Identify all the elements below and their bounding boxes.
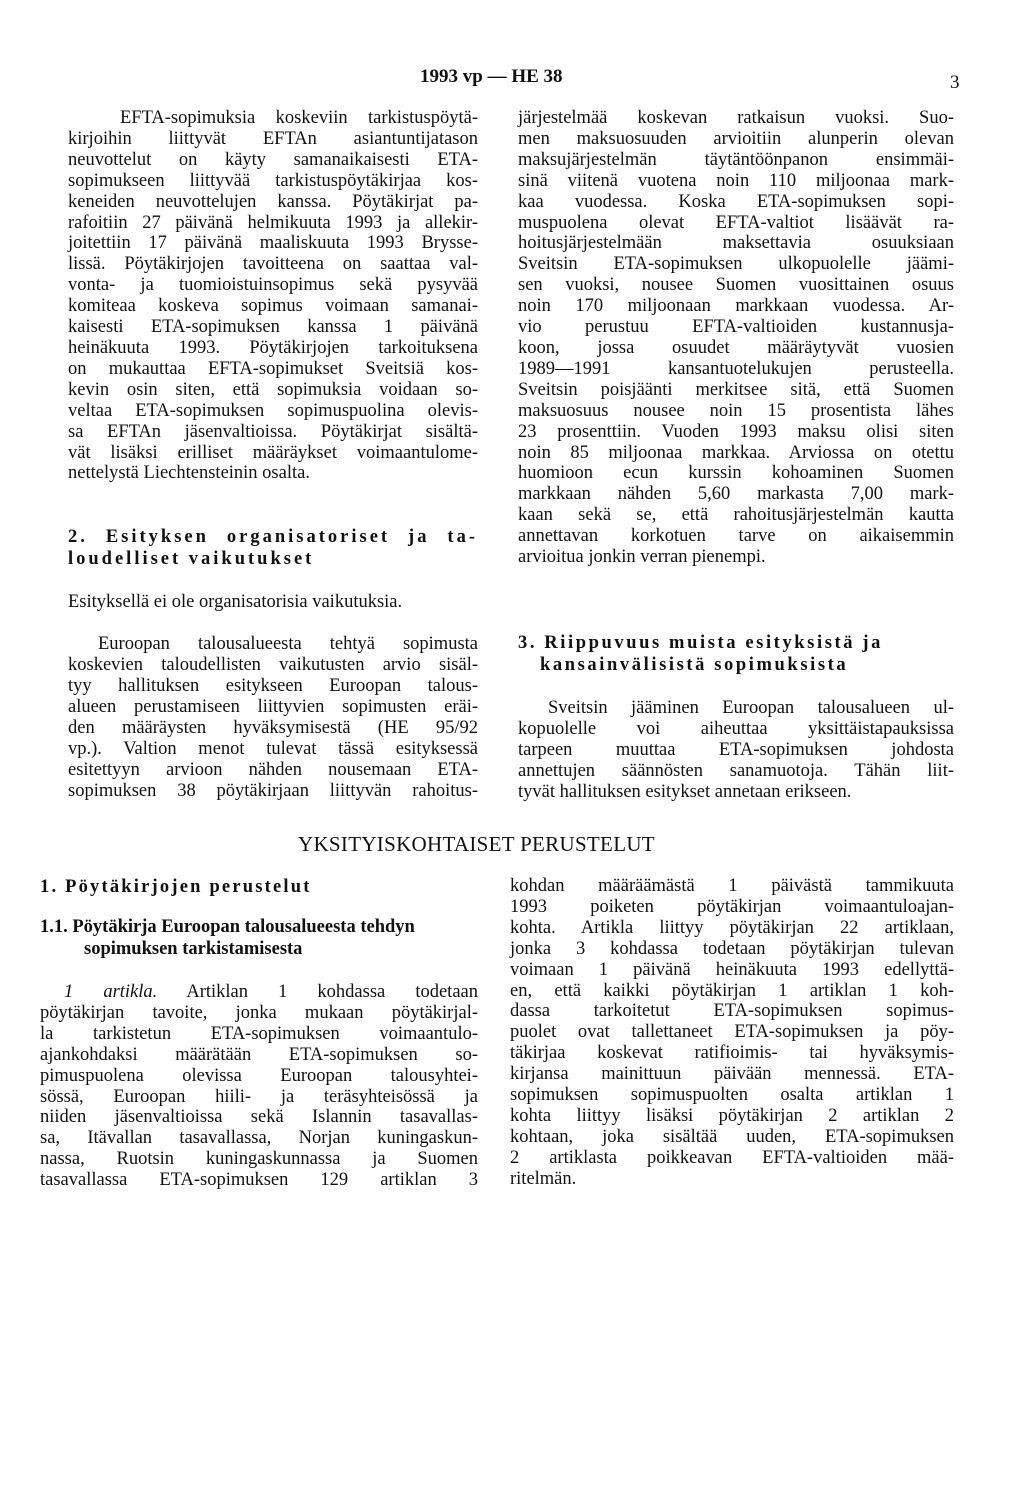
text-line: kirjansa mainittuun päivään mennessä. ETA-: [510, 1064, 954, 1085]
text-line: maksuosuus nousee noin 15 prosentista lähes: [518, 400, 954, 421]
text-line: nassa, Ruotsin kuningaskunnassa ja Suomen: [40, 1149, 478, 1170]
paragraph-article-1-continued: [510, 876, 954, 1190]
section-3-heading: [518, 632, 954, 676]
text-line: koskevien taloudellisten vaikutusten arvio sisäl-: [68, 655, 478, 676]
right-column-top: [518, 108, 954, 802]
section-1-heading: 1. Pöytäkirjojen perustelut: [40, 877, 312, 897]
text-line: la tarkistetun ETA-sopimuksen voimaantulo-: [40, 1023, 478, 1044]
text-line: pöytäkirjan tavoite, jonka mukaan pöytäkirjal-: [40, 1002, 478, 1023]
text-line: niiden jäsenvaltioissa sekä Islannin tasavallas-: [40, 1107, 478, 1128]
text-line: veltaa ETA-sopimuksen sopimuspuolina olevis-: [68, 400, 478, 421]
left-column-top: [68, 108, 478, 801]
section-3-heading-line2: kansainvälisistä sopimuksista: [540, 654, 849, 675]
article-1-label: 1 artikla.: [64, 982, 158, 1002]
article-1-first-line-text: Artiklan 1 kohdassa todetaan: [157, 982, 478, 1002]
paragraph-no-organisational-effects: Esityksellä ei ole organisatorisia vaikutuksia.: [68, 592, 403, 613]
text-line: noin 170 miljoonaan markkaan vuodessa. Ar-: [518, 296, 954, 317]
text-line: esitettyyn arvioon nähden nousemaan ETA-: [68, 759, 478, 780]
text-line: heinäkuuta 1993. Pöytäkirjojen tarkoituksena: [68, 337, 478, 358]
text-line: Sveitsin ETA-sopimuksen ulkopuolelle jäämi-: [518, 254, 954, 275]
text-line: ajankohdaksi määrätään ETA-sopimuksen so-: [40, 1044, 478, 1065]
text-line: joitettiin 17 päivänä maaliskuuta 1993 Brysse-: [68, 233, 478, 254]
text-line: sopimukseen liittyvää tarkistuspöytäkirjaa kos-: [68, 170, 478, 191]
text-line: 1989—1991 kansantuotelukujen perusteella.: [518, 358, 954, 379]
text-line: rafoitiin 27 päivänä helmikuuta 1993 ja allekir-: [68, 212, 478, 233]
text-line: den määräysten hyväksymisestä (HE 95/92: [68, 717, 478, 738]
text-line: täkirjaa koskevat ratifioimis- tai hyväksymis-: [510, 1043, 954, 1064]
subsection-1-1-heading-line2: sopimuksen tarkistamisesta: [84, 939, 303, 959]
section-2-heading: [68, 526, 478, 570]
text-line: sopimuksen 38 pöytäkirjaan liittyvän rahoitus-: [68, 780, 478, 801]
paragraph-article-1: [40, 982, 478, 1191]
page-number: 3: [950, 72, 960, 93]
text-line: Euroopan talousalueesta tehtyä sopimusta: [98, 634, 478, 655]
text-line: EFTA-sopimuksia koskeviin tarkistuspöytä-: [120, 108, 478, 128]
text-line: tasavallassa ETA-sopimuksen 129 artiklan 3: [40, 1170, 478, 1191]
text-line: pimuspuolena olevissa Euroopan talousyhtei-: [40, 1065, 478, 1086]
text-line: maksujärjestelmän täytäntöönpanon ensimmäi-: [518, 149, 954, 170]
text-line: dassa tarkoitetut ETA-sopimuksen sopimus-: [510, 1001, 954, 1022]
text-line: kirjoihin liittyvät EFTAn asiantuntijatason: [68, 128, 478, 149]
detailed-justifications-heading: YKSITYISKOHTAISET PERUSTELUT: [298, 832, 655, 856]
text-line: ritelmän.: [510, 1168, 577, 1189]
text-line: markkaan nähden 5,60 markasta 7,00 mark-: [518, 484, 954, 505]
text-line: 23 prosenttiin. Vuoden 1993 maksu olisi siten: [518, 421, 954, 442]
text-line: sa EFTAn jäsenvaltioissa. Pöytäkirjat sisältä-: [68, 421, 478, 442]
paragraph-efta-protocols: [68, 108, 478, 484]
text-line: 1993 poiketen pöytäkirjan voimaantuloajan-: [510, 896, 954, 917]
text-line: tyy hallituksen esitykseen Euroopan talous-: [68, 676, 478, 697]
subsection-1-1-heading-line1: 1.1. Pöytäkirja Euroopan talousalueesta tehdyn: [40, 917, 415, 937]
text-line: men maksuosuuden arvioitiin alunperin olevan: [518, 128, 954, 149]
paragraph-switzerland-dependency: [518, 698, 954, 803]
text-line: en, että kaikki pöytäkirjan 1 artiklan 1 koh-: [510, 980, 954, 1001]
paragraph-economic-effects: [68, 634, 478, 801]
text-line: kohdan määräämästä 1 päivästä tammikuuta: [510, 876, 954, 896]
text-line: arvioitua jonkin verran pienempi.: [518, 547, 766, 568]
text-line: kaa vuodessa. Koska ETA-sopimuksen sopi-: [518, 191, 954, 212]
text-line: Sveitsin poisjäänti merkitsee sitä, että Suomen: [518, 379, 954, 400]
text-line: tyvät hallituksen esitykset annetaan erikseen.: [518, 781, 852, 802]
text-line: kaan sekä se, että rahoitusjärjestelmän kautta: [518, 505, 954, 526]
text-line: Sveitsin jääminen Euroopan talousalueen ul-: [548, 697, 954, 718]
text-line: koon, jossa osuudet määräytyvät vuosien: [518, 337, 954, 358]
text-line: annettavan korkotuen tarve on aikaisemmin: [518, 526, 954, 547]
text-line: vonta- ja tuomioistuinsopimus sekä pysyvää: [68, 275, 478, 296]
text-line: lissä. Pöytäkirjojen tavoitteena on saattaa val-: [68, 254, 478, 275]
section-2-heading-line1: 2. Esityksen organisatoriset ja ta-: [68, 527, 478, 548]
section-3-heading-line1: 3. Riippuvuus muista esityksistä ja: [518, 632, 883, 653]
text-line: kohtaan, joka sisältää uuden, ETA-sopimuksen: [510, 1126, 954, 1147]
text-line: kevin osin siten, että sopimuksia voidaan so-: [68, 379, 478, 400]
text-line: muspuolena olevat EFTA-valtiot lisäävät ra-: [518, 212, 954, 233]
text-line: huomioon ecun kurssin kohoaminen Suomen: [518, 463, 954, 484]
text-line: sen vuoksi, nousee Suomen vuosittainen osuus: [518, 275, 954, 296]
text-line: jonka 3 kohdassa todetaan pöytäkirjan tulevan: [510, 938, 954, 959]
text-line: sinä viitenä vuotena noin 110 miljoonaa mark-: [518, 170, 954, 191]
text-line: järjestelmää koskevan ratkaisun vuoksi. Suo-: [518, 108, 954, 128]
text-line: sopimuksen sopimuspuolten osalta artiklan 1: [510, 1085, 954, 1106]
text-line: 2 artiklasta poikkeavan EFTA-valtioiden mää-: [510, 1147, 954, 1168]
text-line: vät lisäksi erilliset määräykset voimaantulome-: [68, 442, 478, 463]
text-line: vp.). Valtion menot tulevat tässä esityksessä: [68, 738, 478, 759]
text-line: sa, Itävallan tasavallassa, Norjan kuningaskun-: [40, 1128, 478, 1149]
text-line: komiteaa koskeva sopimus voimaan samanai-: [68, 296, 478, 317]
text-line: kopuolelle voi aiheuttaa yksittäistapauksissa: [518, 718, 954, 739]
text-line: sössä, Euroopan hiili- ja teräsyhteisössä ja: [40, 1086, 478, 1107]
text-line: neuvottelut on käyty samanaikaisesti ETA-: [68, 149, 478, 170]
text-line: kaisesti ETA-sopimuksen kanssa 1 päivänä: [68, 317, 478, 338]
left-column-bottom: [40, 876, 478, 1191]
text-line: voimaan 1 päivänä heinäkuuta 1993 edellyttä-: [510, 959, 954, 980]
text-line: alueen perustamiseen liittyvien sopimusten eräi-: [68, 696, 478, 717]
text-line: on mukauttaa EFTA-sopimukset Sveitsiä kos-: [68, 358, 478, 379]
text-line: noin 85 miljoonaa markkaa. Arviossa on otettu: [518, 442, 954, 463]
text-line: nettelystä Liechtensteinin osalta.: [68, 463, 310, 484]
document-title: 1993 vp — HE 38: [420, 66, 563, 87]
page-header: [0, 66, 1024, 96]
text-line: keneiden neuvottelujen kanssa. Pöytäkirjat pa-: [68, 191, 478, 212]
text-line: kohta. Artikla liittyy pöytäkirjan 22 artiklaan,: [510, 917, 954, 938]
text-line: annettujen säännösten sanamuotoja. Tähän liit-: [518, 760, 954, 781]
text-line: tarpeen muuttaa ETA-sopimuksen johdosta: [518, 739, 954, 760]
article-1-first-line: [40, 982, 478, 1003]
text-line: kohta liittyy lisäksi pöytäkirjan 2 artiklan 2: [510, 1105, 954, 1126]
right-column-bottom: [510, 876, 954, 1190]
section-2-heading-line2: loudelliset vaikutukset: [68, 549, 315, 570]
subsection-1-1-heading: [40, 916, 478, 960]
paragraph-financing-system: [518, 108, 954, 568]
text-line: vio perustuu EFTA-valtioiden kustannusja-: [518, 317, 954, 338]
text-line: puolet ovat tallettaneet ETA-sopimuksen ja pöy-: [510, 1022, 954, 1043]
text-line: hoitusjärjestelmään maksettavia osuuksiaan: [518, 233, 954, 254]
